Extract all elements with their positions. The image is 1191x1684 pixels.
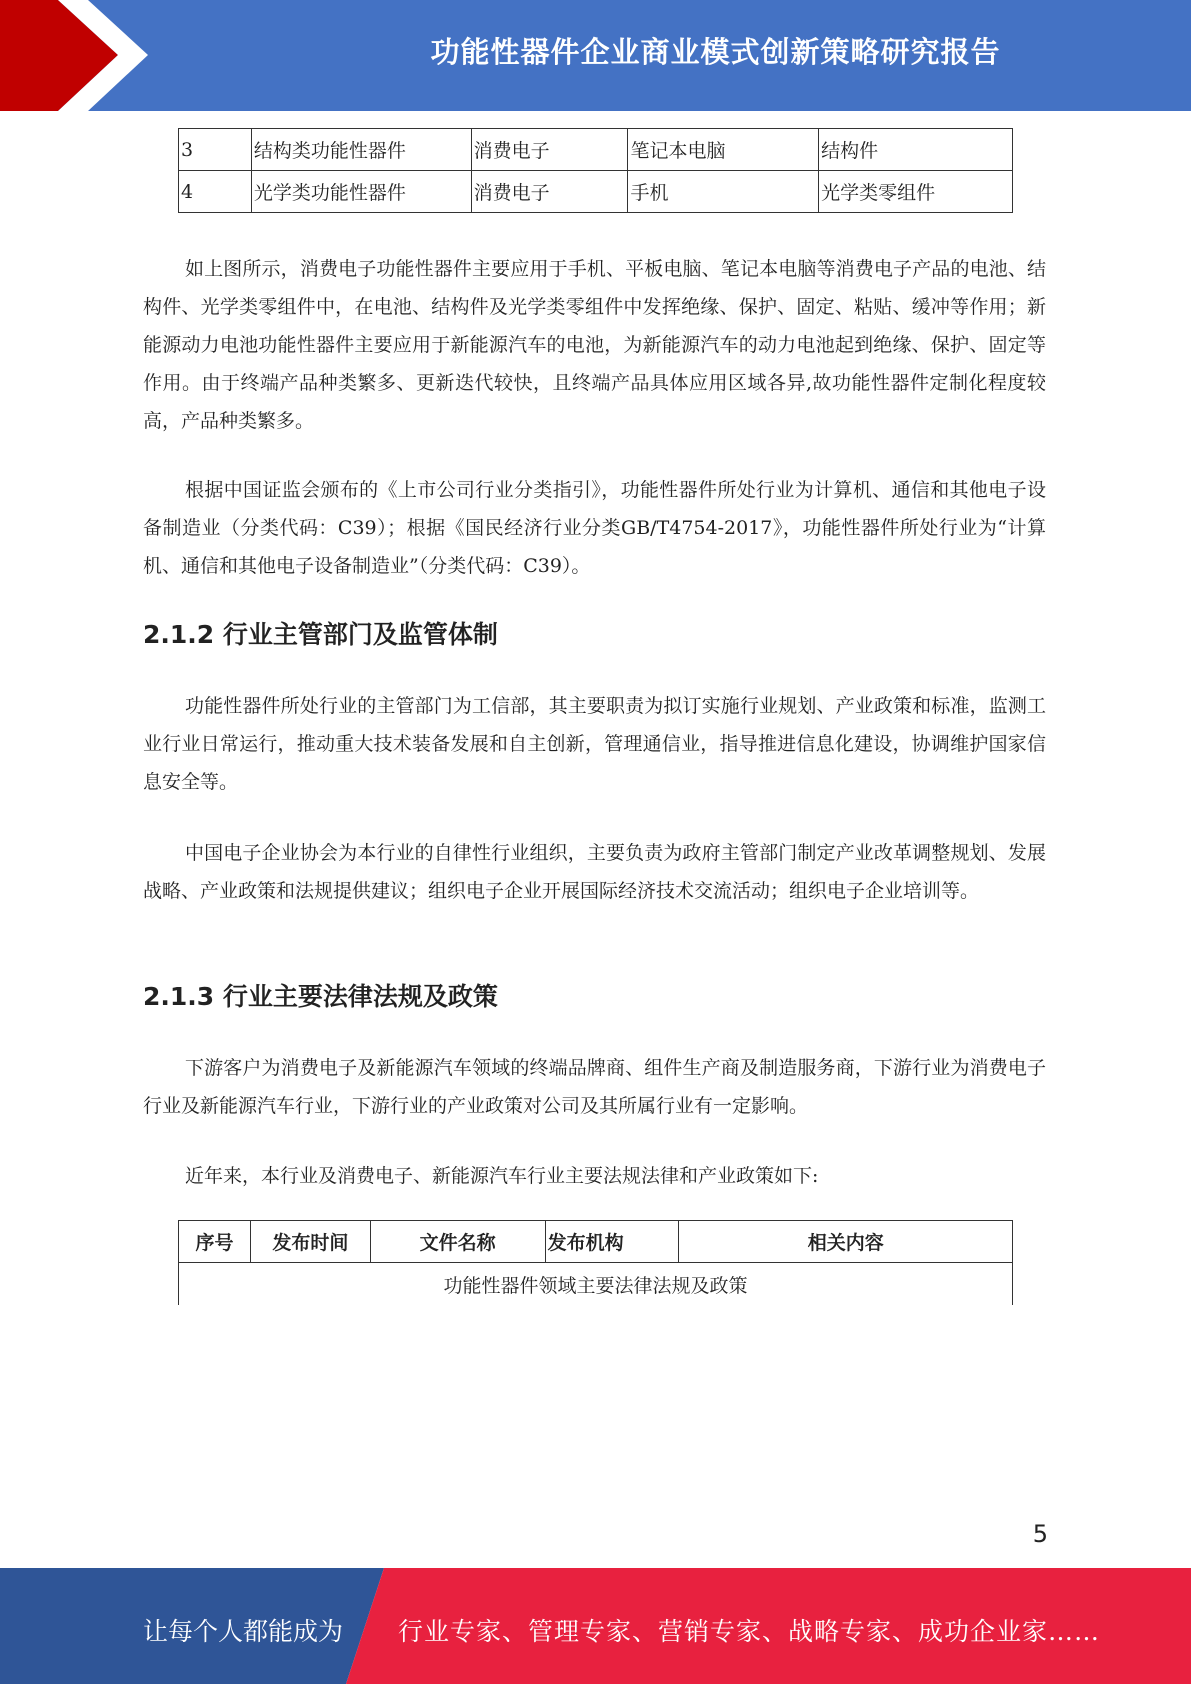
table-cell: 结构件 xyxy=(819,129,1013,171)
table-cell: 消费电子 xyxy=(471,171,628,213)
table-cell: 光学类零组件 xyxy=(819,171,1013,213)
page-number: 5 xyxy=(1032,1520,1048,1548)
policy-table xyxy=(178,1220,1013,1305)
paragraph-classification: 根据中国证监会颁布的《上市公司行业分类指引》，功能性器件所处行业为计算机、通信和其他电子设备制造业（分类代码：C39）；根据《国民经济行业分类GB/T4754-2017》，功能性器件所处行业为“计算机、通信和其他电子设备制造业”（分类代码：C39）。 xyxy=(143,479,1046,577)
paragraph-association: 中国电子企业协会为本行业的自律性行业组织，主要负责为政府主管部门制定产业改革调整规划、发展战略、产业政策和法规提供建议；组织电子企业开展国际经济技术交流活动；组织电子企业培训等。 xyxy=(143,842,1046,902)
table-cell: 结构类功能性器件 xyxy=(251,129,471,171)
section-row: 功能性器件领域主要法律法规及政策 xyxy=(179,1263,1013,1306)
column-header: 发布时间 xyxy=(250,1221,370,1263)
category-table xyxy=(178,128,1013,213)
column-header: 文件名称 xyxy=(370,1221,545,1263)
table-row xyxy=(179,171,1013,213)
column-header: 相关内容 xyxy=(679,1221,1013,1263)
table-cell: 光学类功能性器件 xyxy=(251,171,471,213)
table-cell: 消费电子 xyxy=(471,129,628,171)
paragraph-policies-intro: 近年来，本行业及消费电子、新能源汽车行业主要法规法律和产业政策如下: xyxy=(185,1165,819,1187)
table-cell: 3 xyxy=(179,129,252,171)
page-footer xyxy=(0,1568,1191,1684)
page-header xyxy=(0,0,1191,111)
table-cell: 4 xyxy=(179,171,252,213)
table-row xyxy=(179,1263,1013,1306)
column-header: 序号 xyxy=(179,1221,251,1263)
paragraph-application: 如上图所示，消费电子功能性器件主要应用于手机、平板电脑、笔记本电脑等消费电子产品的电池、结构件、光学类零组件中，在电池、结构件及光学类零组件中发挥绝缘、保护、固定、粘贴、缓冲等作用；新能源动力电池功能性器件主要应用于新能源汽车的电池，为新能源汽车的动力电池起到绝缘、保护、固定等作用。由于终端产品种类繁多、更新迭代较快，且终端产品具体应用区域各异,故功能性器件定制化程度较高，产品种类繁多。 xyxy=(143,258,1046,432)
column-header: 发布机构 xyxy=(545,1221,679,1263)
table-header-row xyxy=(179,1221,1013,1263)
table-cell: 手机 xyxy=(628,171,819,213)
report-title: 功能性器件企业商业模式创新策略研究报告 xyxy=(430,35,1001,69)
footer-slogan-right: 行业专家、管理专家、营销专家、战略专家、成功企业家…… xyxy=(398,1617,1101,1646)
table-row xyxy=(179,129,1013,171)
table-cell: 笔记本电脑 xyxy=(628,129,819,171)
footer-slogan-left: 让每个人都能成为 xyxy=(143,1617,344,1646)
section-heading-2-1-3: 2.1.3 行业主要法律法规及政策 xyxy=(143,982,498,1011)
paragraph-downstream: 下游客户为消费电子及新能源汽车领域的终端品牌商、组件生产商及制造服务商，下游行业为消费电子行业及新能源汽车行业，下游行业的产业政策对公司及其所属行业有一定影响。 xyxy=(143,1057,1046,1117)
paragraph-authority: 功能性器件所处行业的主管部门为工信部，其主要职责为拟订实施行业规划、产业政策和标准，监测工业行业日常运行，推动重大技术装备发展和自主创新，管理通信业，指导推进信息化建设，协调维护国家信息安全等。 xyxy=(143,695,1046,793)
section-heading-2-1-2: 2.1.2 行业主管部门及监管体制 xyxy=(143,620,498,649)
